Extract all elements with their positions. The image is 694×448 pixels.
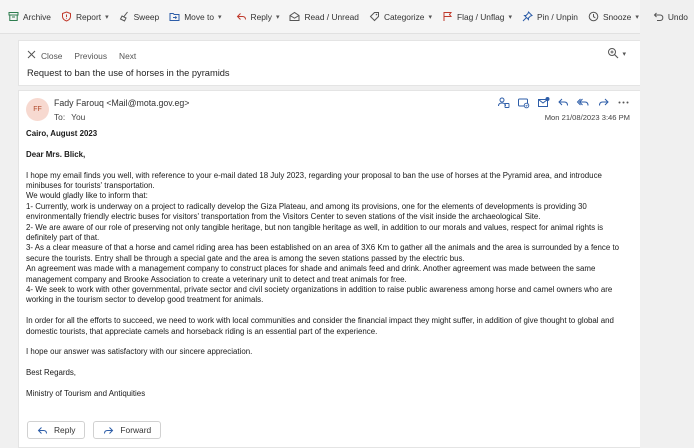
flag-unflag-button[interactable] (438, 6, 518, 28)
sender-name[interactable]: Fady Farouq <Mail@mota.gov.eg> (54, 98, 190, 108)
more-options-icon[interactable] (617, 96, 630, 109)
envelope-open-icon (289, 11, 300, 22)
report-label: Report (75, 11, 102, 22)
close-icon (27, 50, 36, 61)
previous-button[interactable]: Previous (74, 50, 108, 61)
command-toolbar (0, 0, 688, 34)
message-date: Mon 21/08/2023 3:46 PM (544, 113, 630, 122)
body-line: 2- We are aware of our role of preserving not only tangible heritage, but non tangible heritage as well, in addition to our morals and values, respect for animal rights is (26, 222, 604, 232)
reply-button[interactable] (27, 421, 85, 439)
body-line: domestic tourists, that appreciate camels and horseback riding is an essential part of the experience. (26, 326, 378, 336)
zoom-icon (607, 47, 619, 61)
reply-icon (236, 11, 247, 22)
reply-bar (27, 421, 161, 439)
forward-button[interactable] (93, 421, 161, 439)
close-button[interactable] (27, 50, 62, 61)
body-line: I hope our answer was satisfactory with our sincere appreciation. (26, 347, 253, 357)
chevron-down-icon: ▾ (428, 13, 432, 21)
security-icon[interactable] (517, 96, 530, 109)
forward-icon[interactable] (597, 96, 610, 109)
message-subject: Request to ban the use of horses in the pyramids (27, 68, 230, 78)
snooze-button[interactable] (584, 6, 645, 28)
archive-button[interactable] (4, 6, 57, 28)
forward-button-label: Forward (120, 425, 152, 435)
message-pane (18, 90, 640, 448)
chevron-down-icon: ▾ (218, 13, 222, 21)
pin-icon (522, 11, 533, 22)
flag-icon (442, 11, 453, 22)
tag-icon (369, 11, 380, 22)
to-recipient[interactable]: You (71, 112, 86, 122)
archive-icon (8, 11, 19, 22)
chevron-down-icon: ▾ (508, 13, 512, 21)
body-line: management company and Brooke Association to create a veterinary unit to detect and treat animals for free. (26, 274, 407, 284)
recipient-line (54, 112, 91, 122)
reply-icon (37, 425, 48, 436)
body-line: In order for all the efforts to succeed, we need to work with local communities and consider the financial impact they might suffer, in addition of give thought to global and (26, 316, 614, 326)
folder-move-icon (169, 11, 180, 22)
broom-icon (119, 11, 130, 22)
clock-icon (588, 11, 599, 22)
read-unread-button[interactable] (285, 6, 364, 28)
body-signature: Ministry of Tourism and Antiquities (26, 389, 146, 399)
reply-all-icon[interactable] (577, 96, 590, 109)
body-line: environmentally friendly electric buses for visitors' transportation from the Visitors Center to seven stations of the visit inside the archaeological Site. (26, 212, 541, 222)
shield-alert-icon (61, 11, 72, 22)
body-dateline: Cairo, August 2023 (26, 129, 98, 138)
sweep-label: Sweep (133, 11, 160, 22)
body-line: minibuses for tourists' transportation. (26, 181, 155, 190)
message-actions (497, 96, 630, 109)
people-icon[interactable] (497, 96, 510, 109)
body-line: I hope my email finds you well, with reference to your e-mail dated 18 July 2023, regarding your proposal to ban the use of horses at the Pyramid area, and introduce (26, 170, 602, 180)
chevron-down-icon: ▾ (275, 13, 280, 21)
body-line: secure the tourists. Entry shall be through a special gate and the area is among the seven stations passed by the electric bus. (26, 253, 465, 263)
move-to-button[interactable] (165, 6, 227, 28)
next-button[interactable]: Next (119, 50, 137, 61)
to-label: To: (54, 112, 66, 122)
message-body (26, 129, 630, 399)
body-line: 3- As a clear measure of that a horse and camel riding area has been established on an area of 3X6 Km to gather all the animals and the area is surrounded by a fence to (26, 243, 620, 253)
pin-unpin-button[interactable] (518, 6, 584, 28)
reading-pane-header (18, 40, 640, 86)
reply-button-label: Reply (54, 425, 76, 435)
body-line: definitely part of that. (26, 233, 100, 243)
reply-icon[interactable] (557, 96, 570, 109)
zoom-button[interactable] (607, 47, 626, 61)
flag-unflag-label: Flag / Unflag (456, 11, 505, 22)
forward-icon (103, 425, 114, 436)
chevron-down-icon: ▾ (635, 13, 639, 21)
reply-label: Reply (250, 11, 272, 22)
mail-notification-icon[interactable] (537, 96, 550, 109)
undo-icon (653, 11, 664, 22)
avatar[interactable]: FF (26, 98, 49, 121)
report-button[interactable] (57, 6, 115, 28)
undo-button[interactable] (649, 6, 694, 28)
body-line: We would gladly like to inform that: (26, 191, 148, 201)
move-to-label: Move to (184, 11, 214, 22)
read-unread-label: Read / Unread (304, 11, 359, 22)
close-label: Close (41, 50, 63, 61)
body-closing: Best Regards, (26, 368, 76, 378)
body-line: 4- We seek to work with other governmental, private sector and civil society organizations in addition to raise public awareness among horse and camel owners who are (26, 285, 613, 295)
categorize-label: Categorize (383, 11, 425, 22)
pin-unpin-label: Pin / Unpin (536, 11, 578, 22)
undo-label: Undo (667, 11, 688, 22)
body-greeting: Dear Mrs. Blick, (26, 149, 86, 159)
chevron-down-icon: ▾ (622, 51, 626, 58)
snooze-label: Snooze (602, 11, 632, 22)
chevron-down-icon: ▾ (105, 13, 109, 21)
reading-nav (27, 50, 136, 61)
archive-label: Archive (23, 11, 51, 22)
body-line: working in the tourism sector to develop good treatment for animals. (26, 295, 264, 305)
categorize-button[interactable] (365, 6, 438, 28)
body-line: An agreement was made with a management company to construct places for shade and animals feed and drink. Another agreement was made between the same (26, 264, 596, 274)
sweep-button[interactable] (115, 6, 166, 28)
reply-dropdown-button[interactable] (232, 6, 286, 28)
body-line: 1- Currently, work is underway on a project to radically develop the Giza Plateau, and among its provisions, one for the elements of developments is providing 30 (26, 201, 587, 211)
